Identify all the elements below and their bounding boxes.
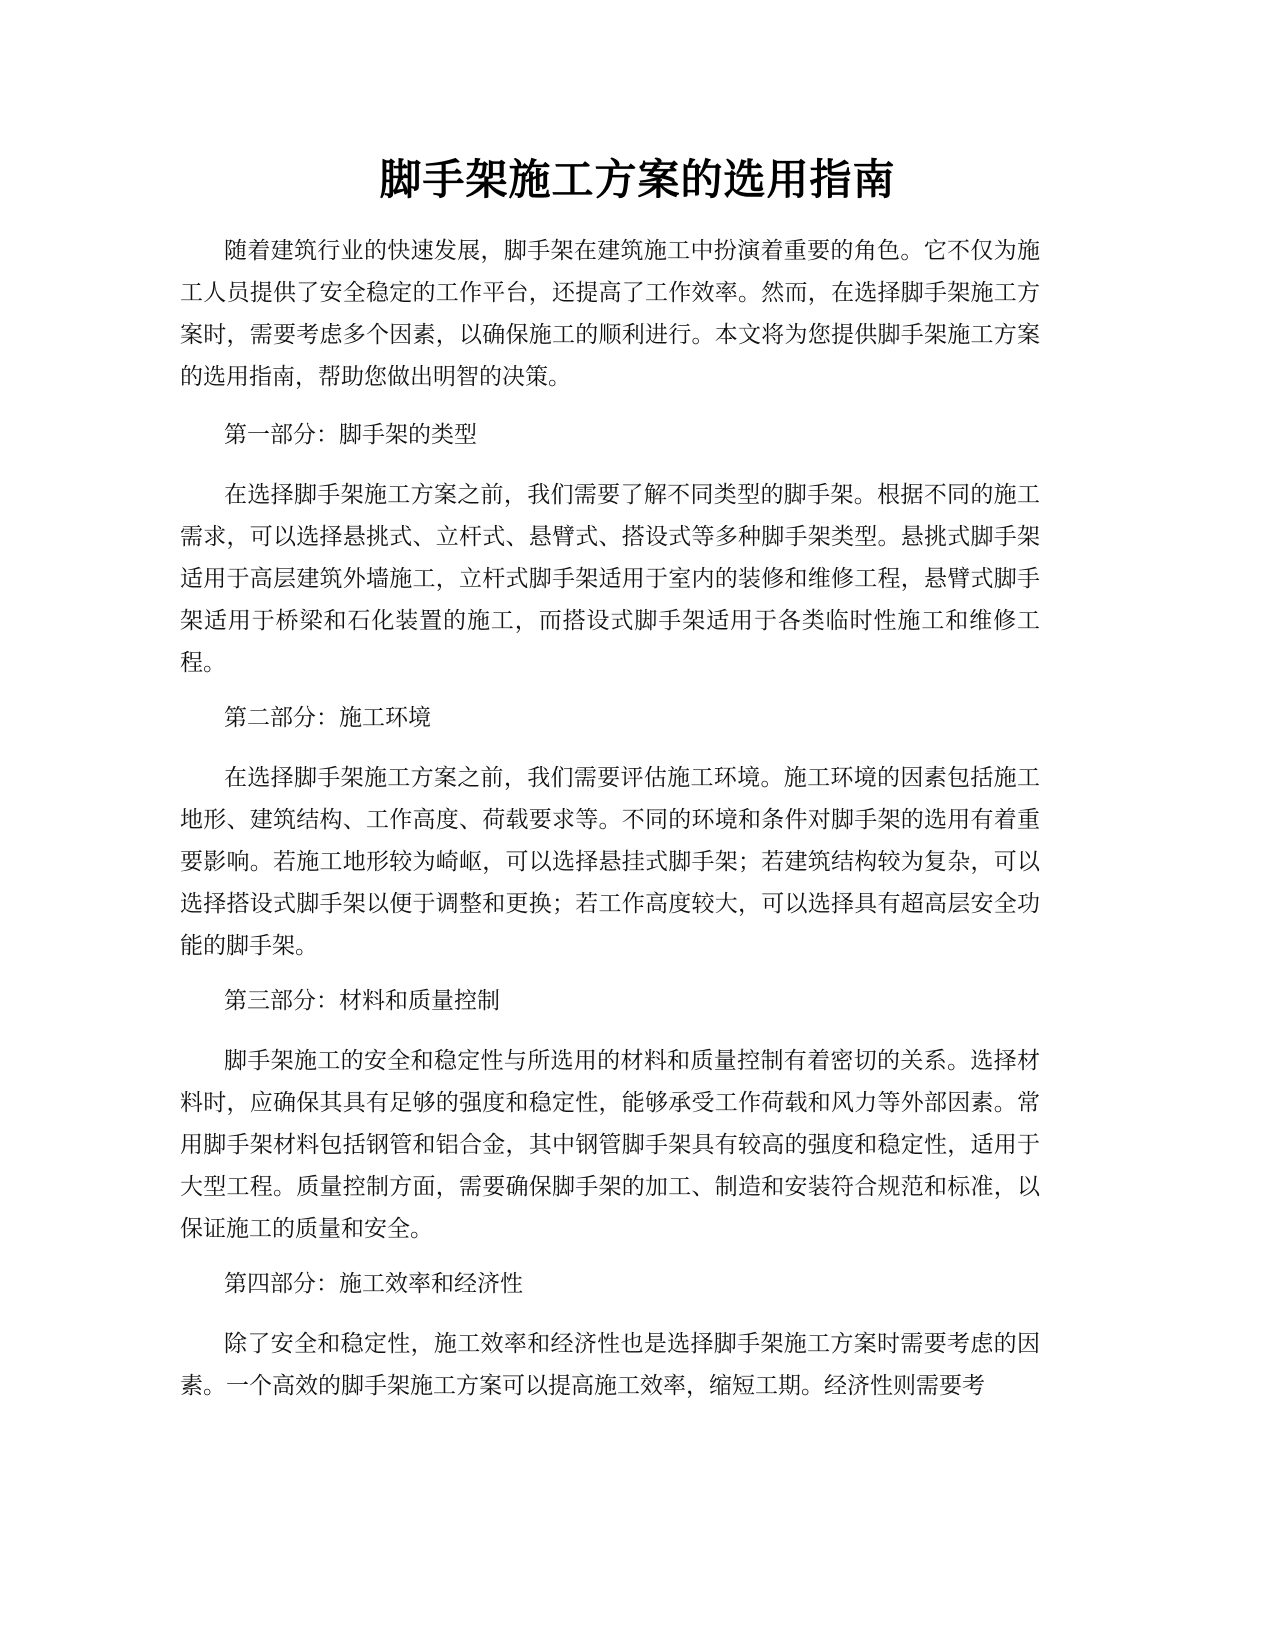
section-4-paragraph: 除了安全和稳定性，施工效率和经济性也是选择脚手架施工方案时需要考虑的因素。一个高效的脚手架施工方案可以提高施工效率，缩短工期。经济性则需要考 (180, 1331, 1040, 1399)
section-3-paragraph: 脚手架施工的安全和稳定性与所选用的材料和质量控制有着密切的关系。选择材料时，应确保其具有足够的强度和稳定性，能够承受工作荷载和风力等外部因素。常用脚手架材料包括钢管和铝合金，其中钢管脚手架具有较高的强度和稳定性，适用于大型工程。质量控制方面，需要确保脚手架的加工、制造和安装符合规范和标准，以保证施工的质量和安全。 (180, 1048, 1040, 1242)
section-1-heading: 第一部分：脚手架的类型 (224, 422, 477, 448)
section-2-paragraph: 在选择脚手架施工方案之前，我们需要评估施工环境。施工环境的因素包括施工地形、建筑结构、工作高度、荷载要求等。不同的环境和条件对脚手架的选用有着重要影响。若施工地形较为崎岖，可以选择悬挂式脚手架；若建筑结构较为复杂，可以选择搭设式脚手架以便于调整和更换；若工作高度较大，可以选择具有超高层安全功能的脚手架。 (180, 765, 1040, 959)
document-title: 脚手架施工方案的选用指南 (379, 155, 896, 204)
section-1-paragraph: 在选择脚手架施工方案之前，我们需要了解不同类型的脚手架。根据不同的施工需求，可以选择悬挑式、立杆式、悬臂式、搭设式等多种脚手架类型。悬挑式脚手架适用于高层建筑外墙施工，立杆式脚手架适用于室内的装修和维修工程，悬臂式脚手架适用于桥梁和石化装置的施工，而搭设式脚手架适用于各类临时性施工和维修工程。 (180, 482, 1040, 676)
section-4-heading: 第四部分：施工效率和经济性 (224, 1271, 523, 1297)
section-3-heading: 第三部分：材料和质量控制 (224, 988, 500, 1014)
intro-paragraph: 随着建筑行业的快速发展，脚手架在建筑施工中扮演着重要的角色。它不仅为施工人员提供了安全稳定的工作平台，还提高了工作效率。然而，在选择脚手架施工方案时，需要考虑多个因素，以确保施工的顺利进行。本文将为您提供脚手架施工方案的选用指南，帮助您做出明智的决策。 (180, 238, 1040, 390)
section-2-heading: 第二部分：施工环境 (224, 705, 431, 731)
